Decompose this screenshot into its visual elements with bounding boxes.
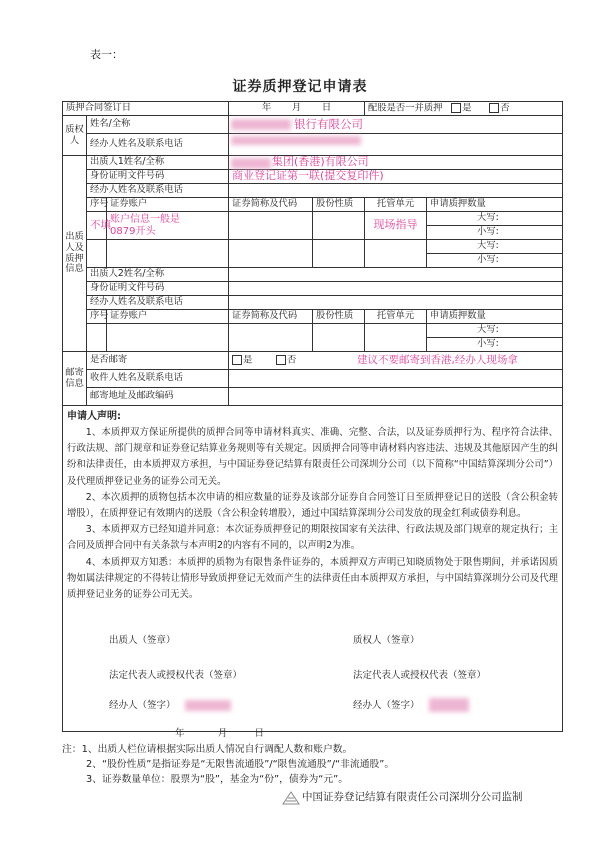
legal-rep-left-label: 法定代表人或授权代表（签章） (109, 670, 243, 681)
note-1: 注：1、出质人栏位请根据实际出质人情况自行调配人数和账户数。 (62, 744, 353, 755)
pledgor1-agent-field[interactable] (229, 184, 563, 198)
row3-nature[interactable] (313, 324, 365, 352)
table-label: 表一： (90, 48, 123, 61)
redaction-mark (231, 158, 271, 169)
agent-right-signature (429, 698, 469, 712)
row1-custodian[interactable] (365, 212, 427, 240)
row1-account[interactable] (107, 212, 229, 240)
pledgee-name-field[interactable] (229, 116, 563, 134)
pledgor2-name-field[interactable] (229, 268, 563, 282)
pledgee-section-label: 质权人 (63, 116, 87, 156)
declaration-text (67, 425, 558, 603)
address-label: 邮寄地址及邮政编码 (87, 388, 229, 406)
table-row (63, 212, 563, 226)
row3-upper-amount[interactable]: 大写: (427, 324, 563, 338)
note-3: 3、证券数量单位：股票为“股”，基金为“份”，债券为“元”。 (86, 774, 349, 785)
row1-lower-amount[interactable]: 小写: (427, 226, 563, 240)
pledgor1-id-label: 身份证明文件号码 (87, 170, 229, 184)
contract-date-field[interactable]: 年 月 日 (229, 102, 365, 116)
pledge-form-table (62, 101, 563, 739)
footer-supervisor: 中国证券登记结算有限责任公司深圳分公司监制 (302, 791, 523, 803)
pledgor2-name-label: 出质人2姓名/全称 (87, 268, 229, 282)
pledgee-agent-label: 经办人姓名及联系电话 (87, 134, 229, 156)
row3-no[interactable] (87, 324, 107, 352)
mail-section-label: 邮寄信息 (63, 352, 87, 406)
csdc-logo-icon (282, 790, 300, 804)
row1-no[interactable] (87, 212, 111, 240)
pledgor1-agent-label: 经办人姓名及联系电话 (87, 184, 229, 198)
col-account: 证券账户 (107, 198, 229, 212)
agent-right-label: 经办人（签字） (353, 700, 420, 711)
legal-rep-right-label: 法定代表人或授权代表（签章） (353, 670, 487, 681)
pledgor1-name-field[interactable] (229, 156, 563, 170)
row3-custodian[interactable] (365, 324, 427, 352)
pledgor2-id-field[interactable] (229, 282, 563, 296)
row2-security[interactable] (229, 240, 313, 268)
row1-upper-amount[interactable]: 大写: (427, 212, 563, 226)
dividend-no-checkbox[interactable] (489, 103, 499, 113)
pledgee-name-value: 银行有限公司 (294, 116, 364, 131)
pledgor-seal-label: 出质人（签章） (109, 635, 176, 646)
contract-date-label: 质押合同签订日 (63, 102, 229, 116)
pledgor1-name-value: 集团(香港)有限公司 (272, 155, 369, 169)
pledgee-name-label: 姓名/全称 (87, 116, 229, 134)
row2-nature[interactable] (313, 240, 365, 268)
mail-no-checkbox[interactable] (276, 355, 286, 365)
agent-left-signature (185, 700, 231, 711)
row2-upper-amount[interactable]: 大写: (427, 240, 563, 254)
recipient-field[interactable] (229, 370, 563, 388)
declaration-item-3: 3、本质押双方已经知道并同意：本次证券质押登记的期限按国家有关法律、行政法规及部门规章的规定执行；主合同及质押合同中有关条款与本声明2的内容有不同的，以声明2为准。 (67, 524, 559, 552)
sign-date: 年 月 日 (175, 728, 264, 739)
row3-lower-amount[interactable]: 小写: (427, 338, 563, 352)
pledgor2-holdings-header (63, 310, 563, 324)
declaration-item-4: 4、本质押双方知悉：本质押的质物为有限售条件证券的，本质押双方声明已知晓质物处于限售期间，并承诺因质物如属法律规定的不得转让情形导致质押登记无效而产生的法律责任由本质押双方承担，与中国结算深圳分公司及代理质押登记业务的证券公司无关。 (67, 556, 559, 601)
col-account: 证券账户 (107, 310, 229, 324)
dividend-pledge-field: 配股是否一并质押 是 否 (365, 102, 563, 116)
col-nature: 股份性质 (313, 310, 365, 324)
pledgor2-agent-field[interactable] (229, 296, 563, 310)
row1-account-value: 账户信息一般是0879开头 (110, 213, 180, 237)
form-title: 证券质押登记申请表 (232, 79, 368, 95)
row1-nature[interactable] (313, 212, 365, 240)
row2-custodian[interactable] (365, 240, 427, 268)
pledgor1-holdings-header (63, 198, 563, 212)
row2-account[interactable] (107, 240, 229, 268)
row3-account[interactable] (107, 324, 229, 352)
mail-choice-field: 是 否 建议不要邮寄到香港,经办人现场拿 (229, 352, 563, 370)
pledgor2-agent-label: 经办人姓名及联系电话 (87, 296, 229, 310)
row3-security[interactable] (229, 324, 313, 352)
col-no: 序号 (87, 198, 107, 212)
col-security: 证券简称及代码 (229, 198, 313, 212)
col-amount: 申请质押数量 (427, 310, 563, 324)
pledgor-section-label: 出质人及质押信息 (63, 156, 87, 352)
mail-question-label: 是否邮寄 (87, 352, 229, 370)
redaction-mark (231, 119, 291, 130)
declaration-heading: 申请人声明: (67, 411, 121, 422)
dividend-yes-checkbox[interactable] (451, 103, 461, 113)
agent-left-label: 经办人（签字） (109, 700, 176, 711)
pledgor1-name-label: 出质人1姓名/全称 (87, 156, 229, 170)
row1-custodian-value: 现场指导 (373, 218, 418, 232)
recipient-label: 收件人姓名及联系电话 (87, 370, 229, 388)
note-2: 2、“股份性质”是指证券是“无限售流通股”/“限售流通股”/“非流通股”。 (86, 759, 395, 770)
row1-security[interactable] (229, 212, 313, 240)
declaration-block (63, 406, 563, 739)
redaction-mark (231, 136, 361, 145)
col-no: 序号 (87, 310, 107, 324)
contract-date-row (63, 102, 563, 116)
col-security: 证券简称及代码 (229, 310, 313, 324)
declaration-item-1: 1、本质押双方保证所提供的质押合同等申请材料真实、准确、完整、合法，以及证券质押行为、程序符合法律、行政法规、部门规章和证券登记结算业务规则等有关规定。因质押合同等申请材料内容违法、违规及其他原因产生的纠纷和法律责任，由本质押双方承担，与中国证券登记结算有限责任公司深圳分公司（以下简称“中国结算深圳分公司”）及代理质押登记业务的证券公司无关。 (67, 427, 559, 487)
address-field[interactable] (229, 388, 563, 406)
row2-no[interactable] (87, 240, 107, 268)
pledgor1-id-field[interactable] (229, 170, 563, 184)
pledgee-agent-field[interactable] (229, 134, 563, 156)
col-amount: 申请质押数量 (427, 198, 563, 212)
row2-lower-amount[interactable]: 小写: (427, 254, 563, 268)
mail-yes-checkbox[interactable] (232, 355, 242, 365)
pledgor1-id-value: 商业登记证第一联(提交复印件) (232, 169, 384, 183)
mail-note: 建议不要邮寄到香港,经办人现场拿 (357, 354, 518, 366)
declaration-item-2: 2、本次质押的质物包括本次申请的相应数量的证券及该部分证券自合同签订日至质押登记日的送股（含公积金转增股），在质押登记有效期内的送股（含公积金转增股），通过中国结算深圳分公司发放的现金红利或债券利息。 (67, 491, 559, 520)
col-custodian: 托管单元 (365, 198, 427, 212)
pledgor2-id-label: 身份证明文件号码 (87, 282, 229, 296)
col-custodian: 托管单元 (365, 310, 427, 324)
pledgee-seal-label: 质权人（签章） (353, 635, 420, 646)
col-nature: 股份性质 (313, 198, 365, 212)
row1-no-value: 不填 (90, 219, 111, 232)
